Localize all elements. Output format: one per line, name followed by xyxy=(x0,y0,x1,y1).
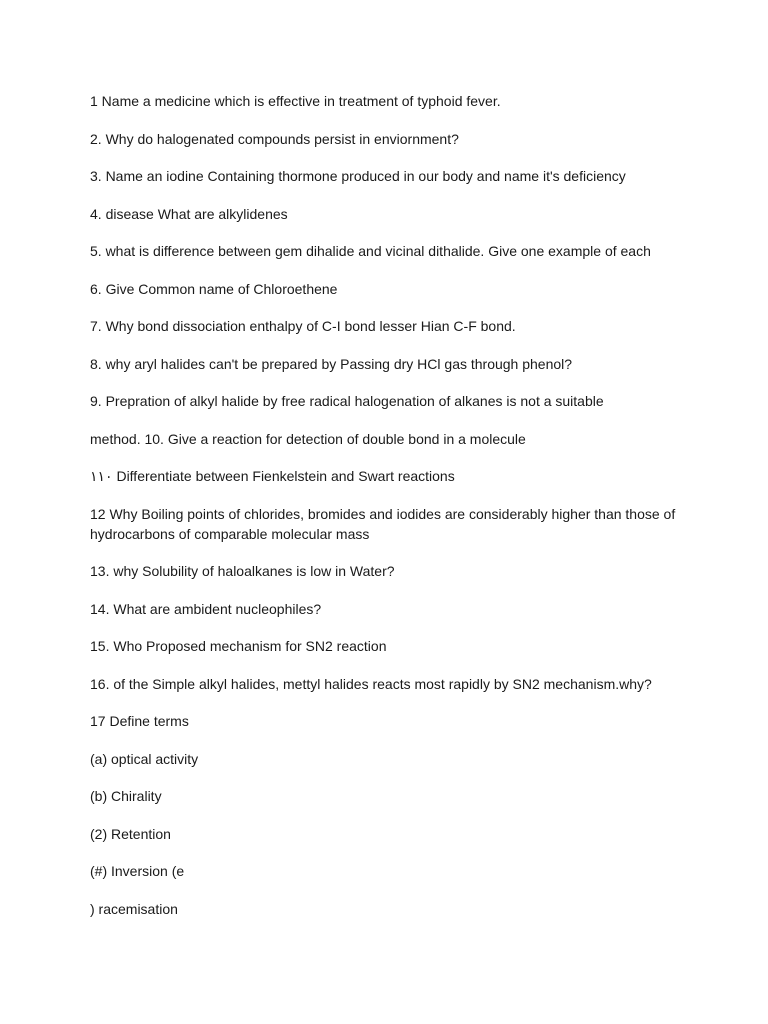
question-6: 6. Give Common name of Chloroethene xyxy=(90,280,338,297)
question-17: 17 Define terms xyxy=(90,713,189,729)
question-sheet xyxy=(90,91,690,919)
question-14: 14. What are ambident nucleophiles? xyxy=(90,600,322,617)
question-15: 15. Who Proposed mechanism for SN2 reaction xyxy=(90,638,387,654)
term-a: (a) optical activity xyxy=(90,750,199,767)
question-13: 13. why Solubility of haloalkanes is low in Water? xyxy=(90,563,395,579)
question-3: 3. Name an iodine Containing thormone produced in our body and name it's deficiency xyxy=(90,168,626,184)
question-2: 2. Why do halogenated compounds persist in enviornment? xyxy=(90,130,459,147)
question-7: 7. Why bond dissociation enthalpy of C-I bond lesser Hian C-F bond. xyxy=(90,318,516,334)
question-8: 8. why aryl halides can't be prepared by Passing dry HCl gas through phenol? xyxy=(90,355,573,372)
question-12: 12 Why Boiling points of chlorides, bromides and iodides are considerably higher than those of hydrocarbons of comparable molecular mass xyxy=(90,505,676,542)
term-d: (#) Inversion (e xyxy=(90,863,185,879)
question-9: 9. Prepration of alkyl halide by free radical halogenation of alkanes is not a suitable xyxy=(90,393,604,409)
question-9-cont-10: method. 10. Give a reaction for detection of double bond in a molecule xyxy=(90,430,526,447)
question-16: 16. of the Simple alkyl halides, mettyl halides reacts most rapidly by SN2 mechanism.why? xyxy=(90,675,652,692)
term-b: (b) Chirality xyxy=(90,788,162,804)
question-11: ١١٠ Differentiate between Fienkelstein and Swart reactions xyxy=(90,468,455,484)
term-e: ) racemisation xyxy=(90,900,178,917)
question-5: 5. what is difference between gem dihalide and vicinal dithalide. Give one example of each xyxy=(90,243,651,259)
question-1: 1 Name a medicine which is effective in treatment of typhoid fever. xyxy=(90,93,501,109)
term-c: (2) Retention xyxy=(90,825,171,842)
question-4: 4. disease What are alkylidenes xyxy=(90,205,288,222)
